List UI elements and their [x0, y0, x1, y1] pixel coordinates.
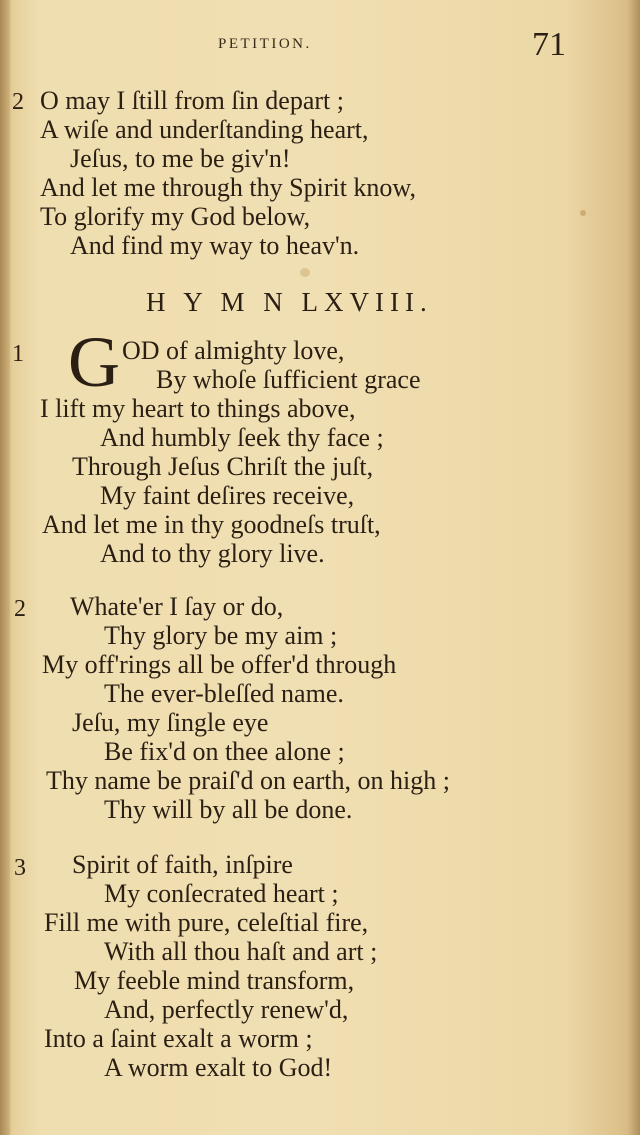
stanza-number: 3	[14, 855, 26, 881]
verse-line: And humbly ſeek thy face ;	[100, 423, 384, 452]
page-edge	[628, 0, 640, 1135]
verse-line: Spirit of faith, inſpire	[72, 850, 293, 879]
hymn-title: H Y M N LXVIII.	[146, 287, 433, 317]
verse-line: And to thy glory live.	[100, 539, 325, 568]
paper-stain	[580, 210, 586, 216]
verse-line: My feeble mind transform,	[74, 966, 355, 995]
verse-line: A worm exalt to God!	[104, 1053, 333, 1082]
verse-line: I lift my heart to things above,	[40, 394, 356, 423]
verse-line: And find my way to heav'n.	[70, 231, 360, 260]
verse-line: My off'rings all be offer'd through	[42, 650, 397, 679]
verse-line: Jeſus, to me be giv'n!	[70, 144, 291, 173]
running-header: PETITION.	[218, 36, 312, 52]
drop-cap: G	[68, 322, 120, 402]
verse-line: And, perfectly renew'd,	[104, 995, 349, 1024]
verse-line: Jeſu, my ſingle eye	[72, 708, 269, 737]
stanza-number: 2	[12, 89, 24, 115]
verse-line: Through Jeſus Chriſt the juſt,	[72, 452, 374, 481]
paper-stain	[300, 268, 310, 277]
page-gutter	[0, 0, 10, 1135]
verse-line: To glorify my God below,	[40, 202, 311, 231]
verse-line: Thy glory be my aim ;	[104, 621, 338, 650]
verse-line: And let me in thy goodneſs truſt,	[42, 510, 381, 539]
verse-line: O may I ſtill from ſin depart ;	[40, 86, 344, 115]
page-number: 71	[532, 26, 566, 63]
verse-line: OD of almighty love,	[122, 336, 345, 365]
verse-line: The ever-bleſſed name.	[104, 679, 344, 708]
verse-line: My conſecrated heart ;	[104, 879, 339, 908]
verse-line: Fill me with pure, celeſtial fire,	[44, 908, 369, 937]
stanza-number: 1	[12, 341, 24, 367]
verse-line: Whate'er I ſay or do,	[70, 592, 284, 621]
verse-line: A wiſe and underſtanding heart,	[40, 115, 369, 144]
verse-line: With all thou haſt and art ;	[104, 937, 378, 966]
verse-line: Thy name be praiſ'd on earth, on high ;	[46, 766, 450, 795]
stanza-number: 2	[14, 596, 26, 622]
verse-line: Be fix'd on thee alone ;	[104, 737, 345, 766]
verse-line: And let me through thy Spirit know,	[40, 173, 417, 202]
verse-line: By whoſe ſufficient grace	[156, 365, 421, 394]
verse-line: My faint deſires receive,	[100, 481, 355, 510]
verse-line: Thy will by all be done.	[104, 795, 353, 824]
verse-line: Into a ſaint exalt a worm ;	[44, 1024, 313, 1053]
